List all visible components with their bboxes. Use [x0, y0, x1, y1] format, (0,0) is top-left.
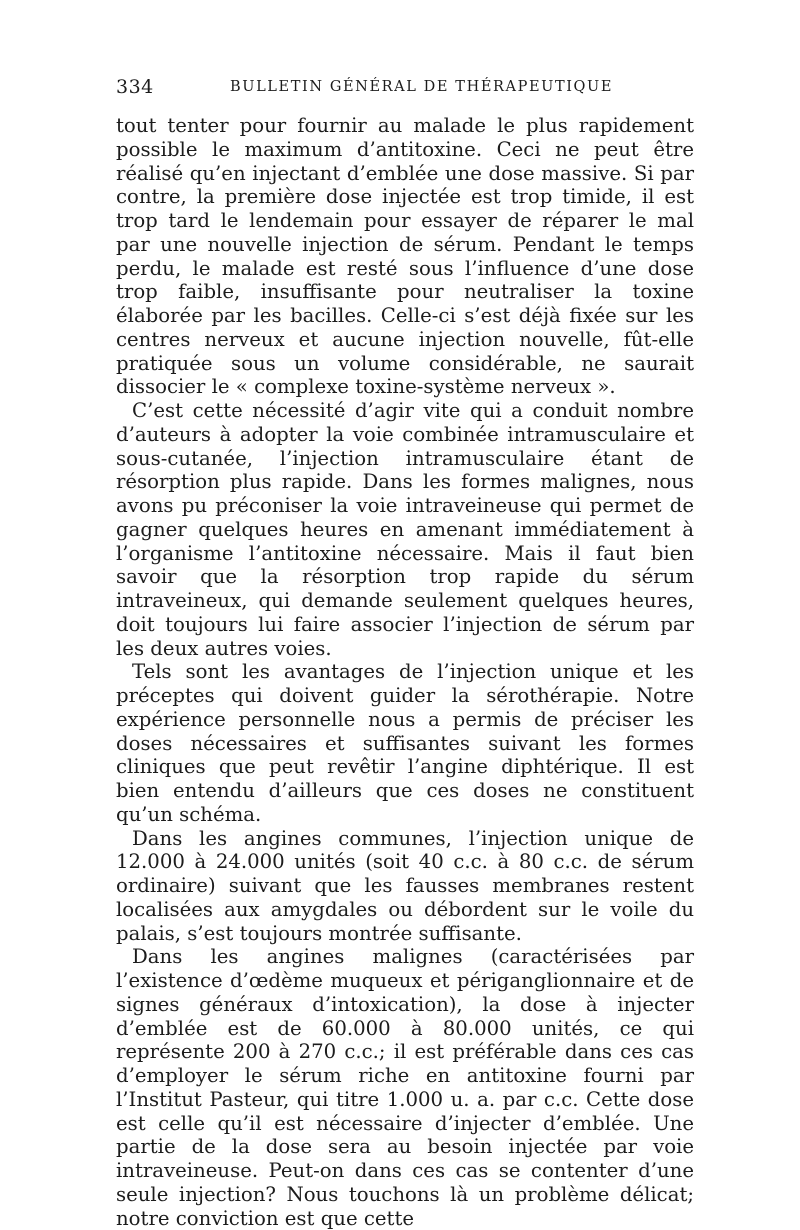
- paragraph-5: Dans les angines malignes (caractérisées par l’existence d’œdème muqueux et périganglionnaire et de signes généraux d’intoxication), la dose à injecter d’emblée est de 60.000 à 80.000 unités, ce qui représente 200 à 270 c.c.; il est préférable dans ces cas d’employer le sérum riche en antitoxine fourni par l’Institut Pasteur, qui titre 1.000 u. a. par c.c. Cette dose est celle qu’il est nécessaire d’injecter d’emblée. Une partie de la dose sera au besoin injectée par voie intraveineuse. Peut-on dans ces cas se contenter d’une seule injection? Nous touchons là un problème délicat; notre conviction est que cette: [116, 945, 694, 1230]
- paragraph-4: Dans les angines communes, l’injection unique de 12.000 à 24.000 unités (soit 40 c.c. à 80 c.c. de sérum ordinaire) suivant que les fausses membranes restent localisées aux amygdales ou débordent sur le voile du palais, s’est toujours montrée suffisante.: [116, 826, 694, 945]
- paragraph-2: C’est cette nécessité d’agir vite qui a conduit nombre d’auteurs à adopter la voie combinée intramusculaire et sous-cutanée, l’injection intramusculaire étant de résorption plus rapide. Dans les formes malignes, nous avons pu préconiser la voie intraveineuse qui permet de gagner quelques heures en amenant immédiatement à l’organisme l’antitoxine nécessaire. Mais il faut bien savoir que la résorption trop rapide du sérum intraveineux, qui demande seulement quelques heures, doit toujours lui faire associer l’injection de sérum par les deux autres voies.: [116, 399, 694, 660]
- running-header: [116, 76, 696, 102]
- paragraph-1: tout tenter pour fournir au malade le plus rapidement possible le maximum d’antitoxine. Ceci ne peut être réalisé qu’en injectant d’emblée une dose massive. Si par contre, la première dose injectée est trop timide, il est trop tard le lendemain pour essayer de réparer le mal par une nouvelle injection de sérum. Pendant le temps perdu, le malade est resté sous l’influence d’une dose trop faible, insuffisante pour neutraliser la toxine élaborée par les bacilles. Celle-ci s’est déjà fixée sur les centres nerveux et aucune injection nouvelle, fût-elle pratiquée sous un volume considérable, ne saurait dissocier le « complexe toxine-système nerveux ».: [116, 114, 694, 399]
- paragraph-3: Tels sont les avantages de l’injection unique et les préceptes qui doivent guider la sérothérapie. Notre expérience personnelle nous a permis de préciser les doses nécessaires et suffisantes suivant les formes cliniques que peut revêtir l’angine diphtérique. Il est bien entendu d’ailleurs que ces doses ne constituent qu’un schéma.: [116, 660, 694, 826]
- page-number: 334: [116, 76, 154, 98]
- body-text: [116, 114, 694, 1230]
- journal-title: BULLETIN GÉNÉRAL DE THÉRAPEUTIQUE: [230, 79, 614, 95]
